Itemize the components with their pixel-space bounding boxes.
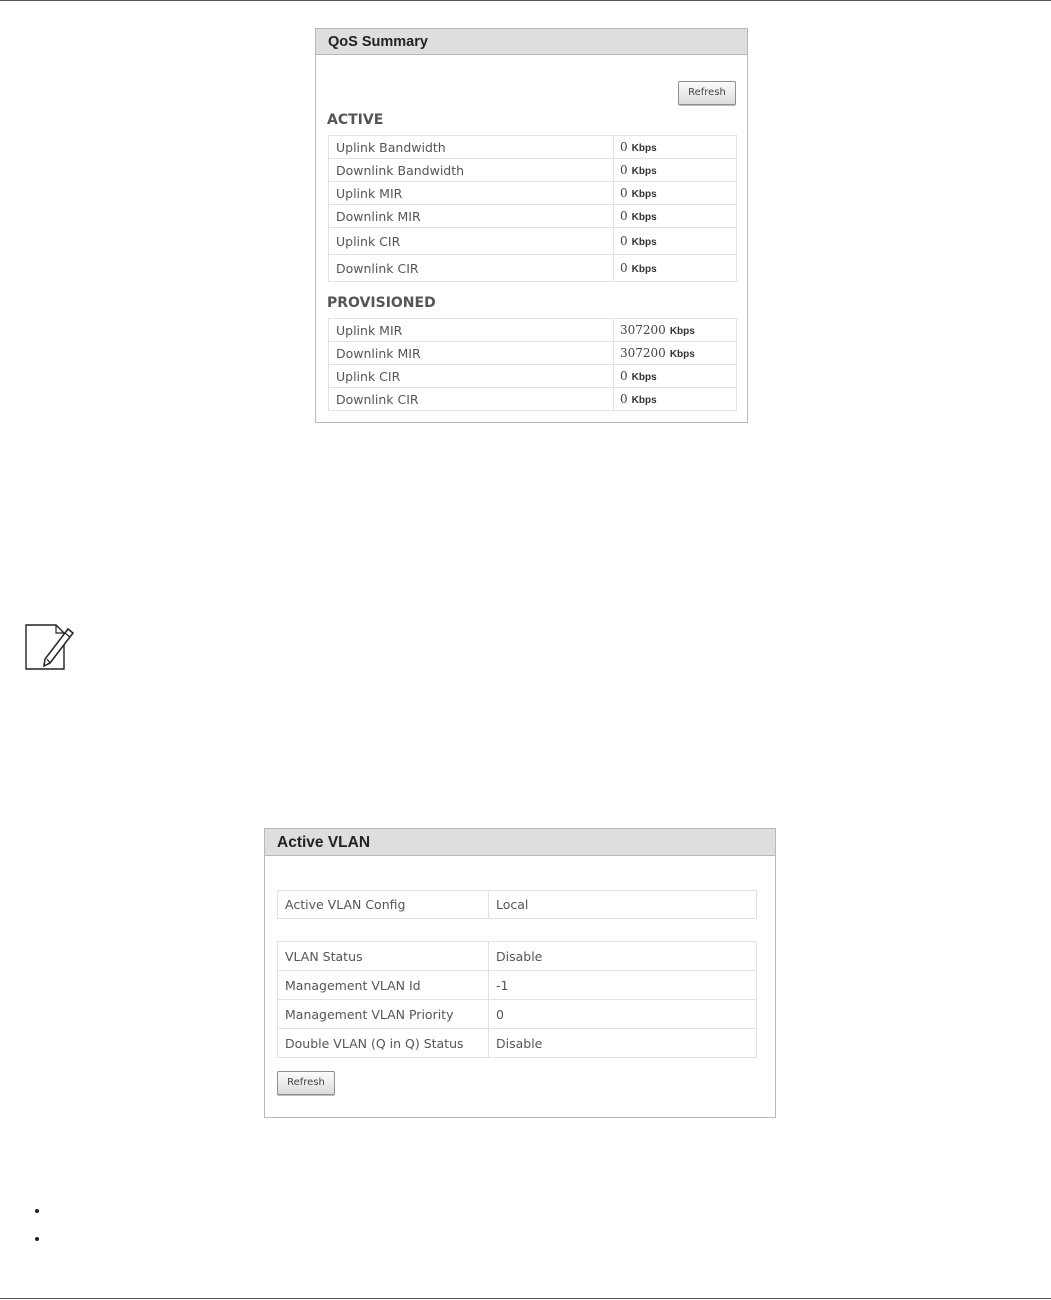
row-value: 0 Kbps: [614, 136, 737, 159]
row-value: 0 Kbps: [614, 365, 737, 388]
vlan-status-table: [277, 941, 757, 1058]
qos-summary-title: QoS Summary: [316, 29, 747, 55]
top-rule: [0, 0, 1051, 1]
active-heading: ACTIVE: [327, 112, 384, 128]
table-row: [278, 1000, 757, 1029]
row-value: 0 Kbps: [614, 228, 737, 255]
bullet-list: [32, 1203, 50, 1259]
row-label: Uplink Bandwidth: [329, 136, 614, 159]
row-label: Active VLAN Config: [278, 891, 489, 919]
table-row: [329, 388, 737, 411]
row-value: -1: [489, 971, 757, 1000]
row-label: VLAN Status: [278, 942, 489, 971]
qos-refresh-button[interactable]: Refresh: [678, 81, 736, 105]
table-row: [329, 255, 737, 282]
row-value: 0 Kbps: [614, 388, 737, 411]
table-row: [278, 942, 757, 971]
note-pencil-icon: [20, 615, 76, 673]
row-value: 0 Kbps: [614, 182, 737, 205]
active-table: [328, 135, 737, 282]
row-label: Downlink MIR: [329, 205, 614, 228]
table-row: [329, 182, 737, 205]
row-label: Downlink CIR: [329, 388, 614, 411]
active-vlan-title: Active VLAN: [265, 829, 775, 856]
row-value: 307200 Kbps: [614, 319, 737, 342]
row-label: Management VLAN Priority: [278, 1000, 489, 1029]
row-label: Downlink Bandwidth: [329, 159, 614, 182]
row-value: Local: [489, 891, 757, 919]
row-label: Double VLAN (Q in Q) Status: [278, 1029, 489, 1058]
row-label: Uplink MIR: [329, 319, 614, 342]
table-row: [329, 319, 737, 342]
table-row: [329, 228, 737, 255]
table-row: [329, 342, 737, 365]
row-label: Management VLAN Id: [278, 971, 489, 1000]
table-row: [278, 1029, 757, 1058]
row-label: Uplink MIR: [329, 182, 614, 205]
row-label: Downlink CIR: [329, 255, 614, 282]
row-value: 0: [489, 1000, 757, 1029]
table-row: [329, 136, 737, 159]
provisioned-heading: PROVISIONED: [327, 295, 436, 311]
active-vlan-panel: [264, 828, 776, 1118]
row-value: Disable: [489, 1029, 757, 1058]
vlan-refresh-button[interactable]: Refresh: [277, 1071, 335, 1095]
table-row: [278, 971, 757, 1000]
row-value: Disable: [489, 942, 757, 971]
bottom-rule: [0, 1298, 1051, 1299]
row-value: 0 Kbps: [614, 159, 737, 182]
row-value: 0 Kbps: [614, 255, 737, 282]
table-row: [329, 159, 737, 182]
qos-summary-panel: [315, 28, 748, 423]
provisioned-table: [328, 318, 737, 411]
row-label: Downlink MIR: [329, 342, 614, 365]
vlan-config-table: [277, 890, 757, 919]
row-label: Uplink CIR: [329, 228, 614, 255]
row-value: 0 Kbps: [614, 205, 737, 228]
row-label: Uplink CIR: [329, 365, 614, 388]
table-row: [329, 365, 737, 388]
table-row: [329, 205, 737, 228]
row-value: 307200 Kbps: [614, 342, 737, 365]
table-row: [278, 891, 757, 919]
